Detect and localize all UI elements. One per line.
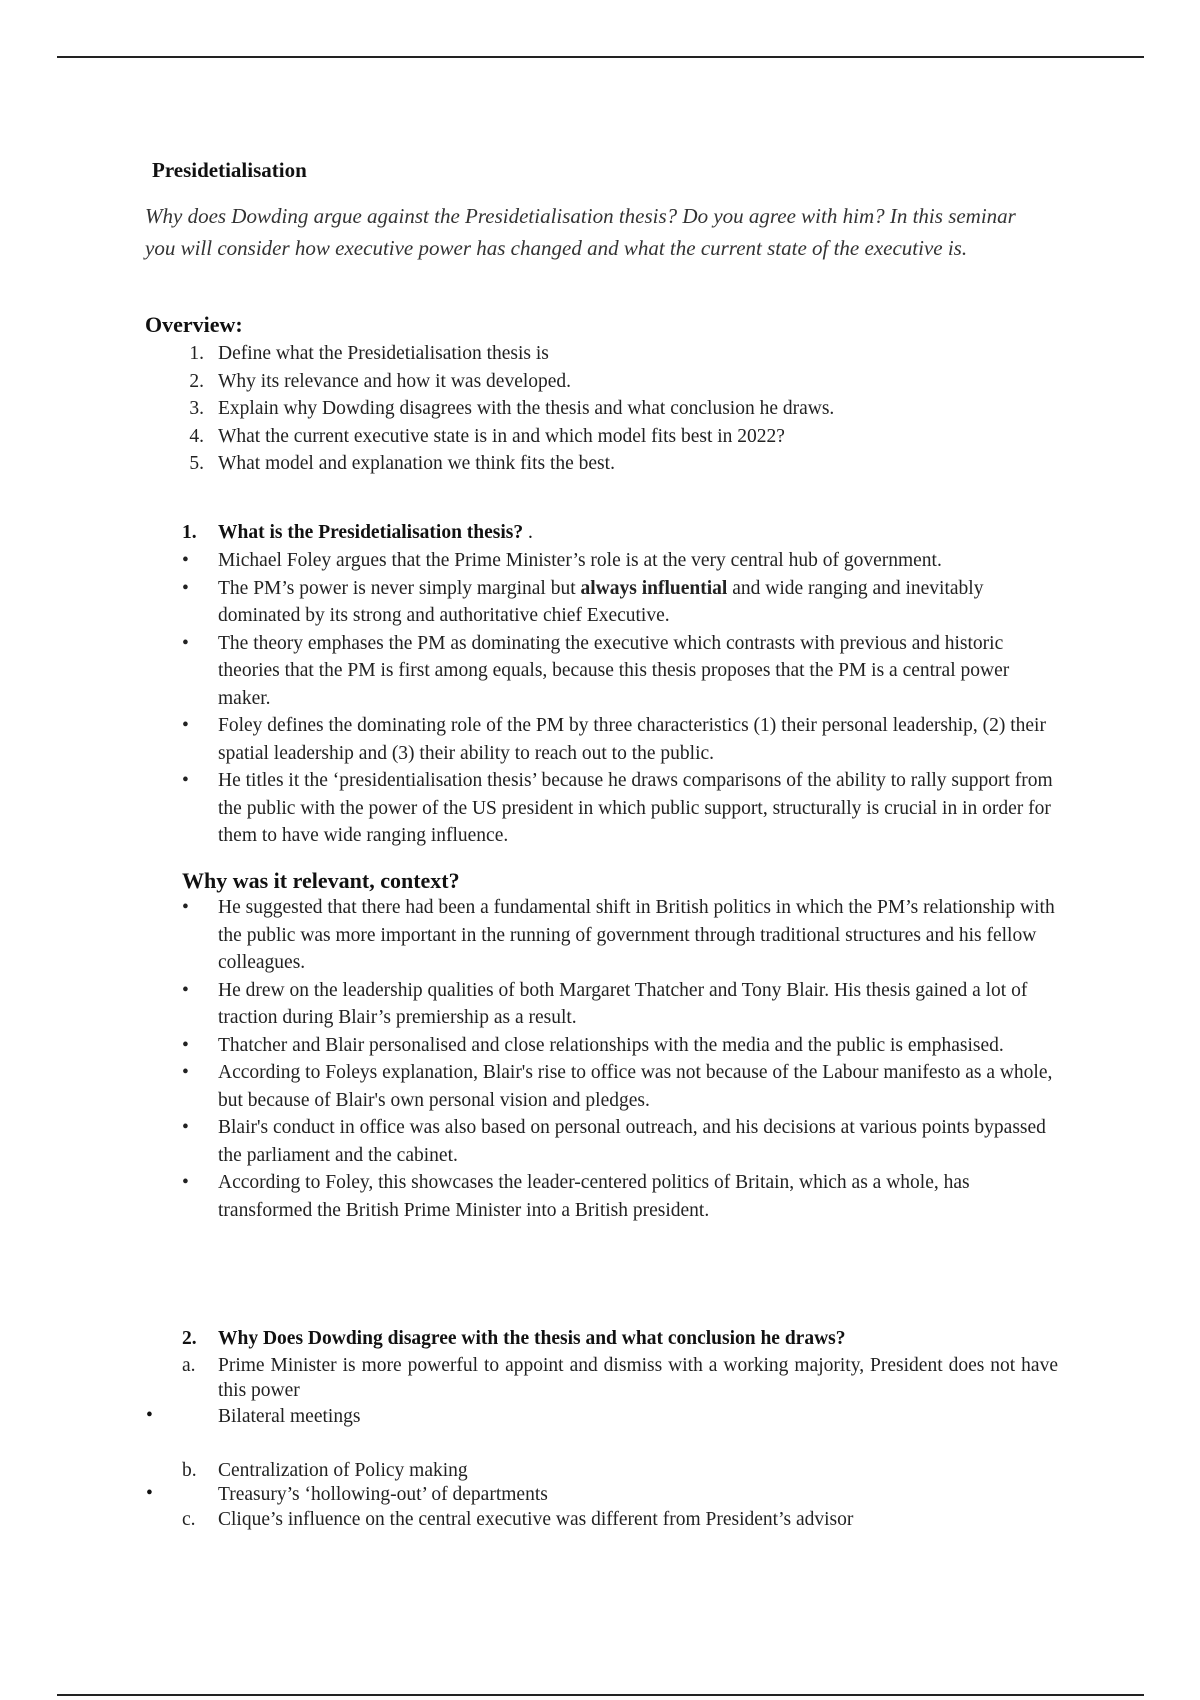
list-item: • Thatcher and Blair personalised and close relationships with the media and the public is emphasised. <box>182 1034 1004 1056</box>
list-item: 2. Why its relevance and how it was developed. <box>189 370 572 392</box>
list-item: • He titles it the ‘presidentialisation thesis’ because he draws comparisons of the ability to rally support from the public with the power of the US president in which public support, structurally is crucial in in order for them to have wide ranging influence. <box>182 770 1053 846</box>
list-item: Treasury’s ‘hollowing-out’ of departments <box>218 1484 548 1505</box>
list-marker: • <box>146 1405 153 1426</box>
section-2-heading: 2. Why Does Dowding disagree with the thesis and what conclusion he draws? <box>182 1328 846 1349</box>
context-bullets <box>182 894 1062 1224</box>
intro-question: Why does Dowding argue against the Presidetialisation thesis? Do you agree with him? In this seminar you will consider how executive power has changed and what the current state of the executive is. <box>145 204 1016 260</box>
list-item: Clique’s influence on the central executive was different from President’s advisor <box>218 1509 854 1530</box>
list-item: • According to Foleys explanation, Blair's rise to office was not because of the Labour manifesto as a whole, but because of Blair's own personal vision and pledges. <box>182 1062 1053 1111</box>
page-title: Presidetialisation <box>152 158 307 182</box>
section-1-heading: 1. What is the Presidetialisation thesis? . <box>182 522 533 543</box>
overview-heading: Overview: <box>145 312 243 337</box>
list-item: • The theory emphases the PM as dominating the executive which contrasts with previous and historic theories that the PM is first among equals, because this thesis proposes that the PM is a central power maker. <box>182 632 1010 709</box>
list-item: 5. What model and explanation we think fits the best. <box>189 453 615 474</box>
list-item: • He suggested that there had been a fundamental shift in British politics in which the PM’s relationship with the public was more important in the running of government through traditional structures and his fellow colleagues. <box>182 897 1055 973</box>
list-item: • He drew on the leadership qualities of both Margaret Thatcher and Tony Blair. His thesis gained a lot of traction during Blair’s premiership as a result. <box>182 979 1028 1028</box>
overview-list <box>182 340 1082 478</box>
list-item: • Michael Foley argues that the Prime Minister’s role is at the very central hub of government. <box>182 550 942 571</box>
list-item: 3. Explain why Dowding disagrees with the thesis and what conclusion he draws. <box>189 398 835 419</box>
list-item: 1. Define what the Presidetialisation thesis is <box>189 343 549 364</box>
context-heading: Why was it relevant, context? <box>182 868 460 893</box>
list-marker: a. <box>182 1355 196 1376</box>
list-marker: b. <box>182 1460 197 1481</box>
top-rule <box>57 56 1144 58</box>
list-item: Centralization of Policy making <box>218 1460 468 1481</box>
list-item: Prime Minister is more powerful to appoint and dismiss with a working majority, President does not have this power <box>218 1355 1058 1401</box>
list-marker: c. <box>182 1509 196 1530</box>
list-item: • The PM’s power is never simply marginal but always influential and wide ranging and inevitably dominated by its strong and authoritative chief Executive. <box>182 577 984 626</box>
list-item: • Foley defines the dominating role of the PM by three characteristics (1) their personal leadership, (2) their spatial leadership and (3) their ability to reach out to the public. <box>182 715 1046 764</box>
list-item: • Blair's conduct in office was also based on personal outreach, and his decisions at various points bypassed the parliament and the cabinet. <box>182 1117 1046 1166</box>
list-item: • According to Foley, this showcases the leader-centered politics of Britain, which as a whole, has transformed the British Prime Minister into a British president. <box>182 1172 970 1221</box>
section-1-bullets <box>182 547 1062 850</box>
list-item: 4. What the current executive state is in and which model fits best in 2022? <box>189 425 785 447</box>
bottom-rule <box>57 1694 1144 1696</box>
list-marker: • <box>146 1483 153 1504</box>
list-item: Bilateral meetings <box>218 1406 361 1427</box>
